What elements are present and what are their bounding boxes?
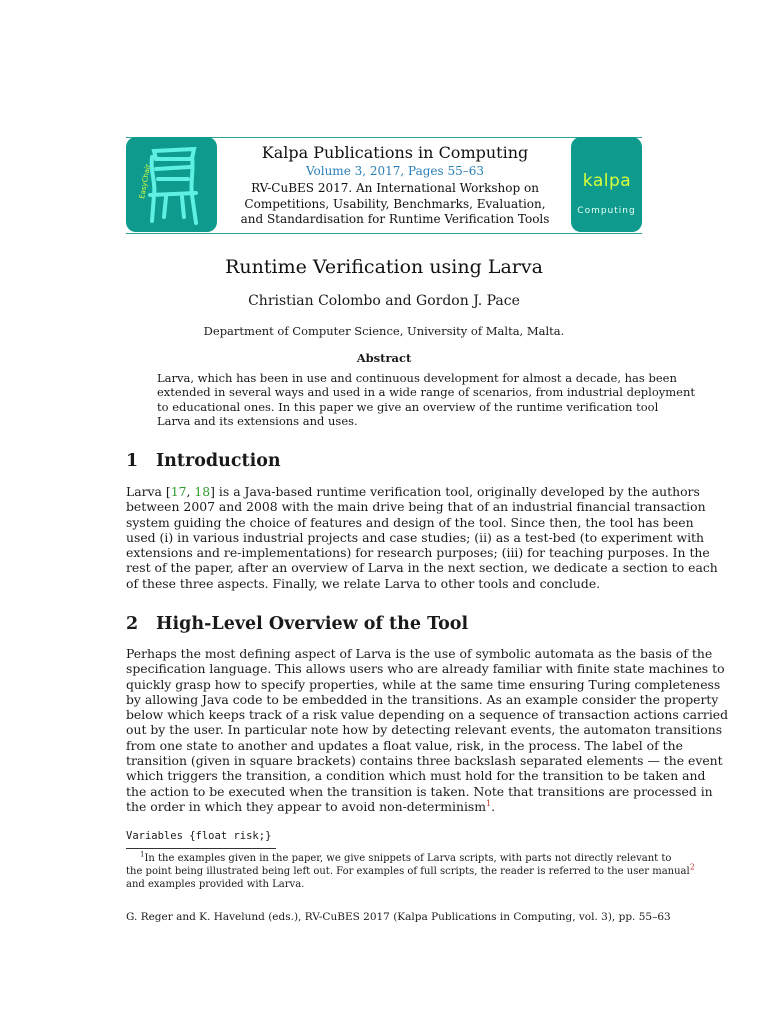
kalpa-wordmark: kalpa: [582, 171, 632, 191]
citation-link[interactable]: 17: [170, 484, 187, 499]
footnote-ref[interactable]: 2: [689, 862, 695, 872]
footnote-ref[interactable]: 1: [486, 798, 492, 808]
code-snippet: Variables {float risk;}: [126, 830, 272, 842]
author-affiliation: Department of Computer Science, University of Malta, Malta.: [203, 324, 565, 338]
introduction-paragraph: Larva [17, 18] is a Java-based runtime verification tool, originally developed by the authors between 2007 and 2008 with the main drive being that of an industrial financial transaction system guiding the choice of features and design of the tool. Since then, the tool has been used (i) in various industrial projects and case studies; (ii) as a test-bed (to experiment with extensions and re-implementations) for research purposes; (iii) for teaching purposes. In the rest of the paper, after an overview of Larva in the next section, we dedicate a section to each of these three aspects. Finally, we relate Larva to other tools and conclude.: [126, 484, 718, 591]
overview-paragraph: Perhaps the most defining aspect of Larva is the use of symbolic automata as the basis of the specification language. This allows users who are already familiar with finite state machines to quickly grasp how to specify properties, while at the same time ensuring Turing completeness by allowing Java code to be embedded in the transitions. As an example consider the property below which keeps track of a risk value depending on a sequence of transaction actions carried out by the user. In particular note how by detecting relevant events, the automaton transitions from one state to another and updates a float value, risk, in the process. The label of the transition (given in square brackets) contains three backslash separated elements — the event which triggers the transition, a condition which must hold for the transition to be taken and the action to be executed when the transition is taken. Note that transitions are processed in the order in which they appear to avoid non-determinism$^1$.: [126, 646, 729, 814]
kalpa-logo: [571, 137, 642, 232]
abstract-body: Larva, which has been in use and continuous development for almost a decade, has been extended in several ways and used in a wide range of scenarios, from industrial deployment to educational ones. In this paper we give an overview of the runtime verification tool Larva and its extensions and uses.: [157, 371, 695, 428]
paper-title: Runtime Verification using Larva: [225, 256, 543, 278]
abstract-heading: Abstract: [356, 351, 412, 365]
footnote-divider: [126, 848, 276, 849]
workshop-description: RV-CuBES 2017. An International Workshop on Competitions, Usability, Benchmarks, Evaluation, and Standardisation for Runtime Verification Tools: [240, 181, 550, 226]
page-footer: G. Reger and K. Havelund (eds.), RV-CuBES 2017 (Kalpa Publications in Computing, vol. 3), pp. 55–63: [126, 911, 671, 923]
publication-name: Kalpa Publications in Computing: [261, 143, 529, 162]
paper-authors: Christian Colombo and Gordon J. Pace: [248, 293, 520, 309]
footnote: $^1$In the examples given in the paper, we give snippets of Larva scripts, with parts not directly relevant to the point being illustrated being left out. For examples of full scripts, the reader is referred to the user manual$^2$ and examples provided with Larva.: [126, 850, 695, 890]
kalpa-subtitle: Computing: [577, 206, 636, 216]
section-heading-introduction: 1 Introduction: [126, 451, 281, 471]
chair-icon: [126, 137, 217, 232]
easychair-logo: [126, 137, 217, 232]
section-heading-overview: 2 High-Level Overview of the Tool: [126, 614, 469, 634]
citation-link[interactable]: 18: [194, 484, 211, 499]
svg-text:EasyChair: EasyChair: [138, 163, 153, 200]
volume-info[interactable]: Volume 3, 2017, Pages 55–63: [305, 164, 485, 178]
